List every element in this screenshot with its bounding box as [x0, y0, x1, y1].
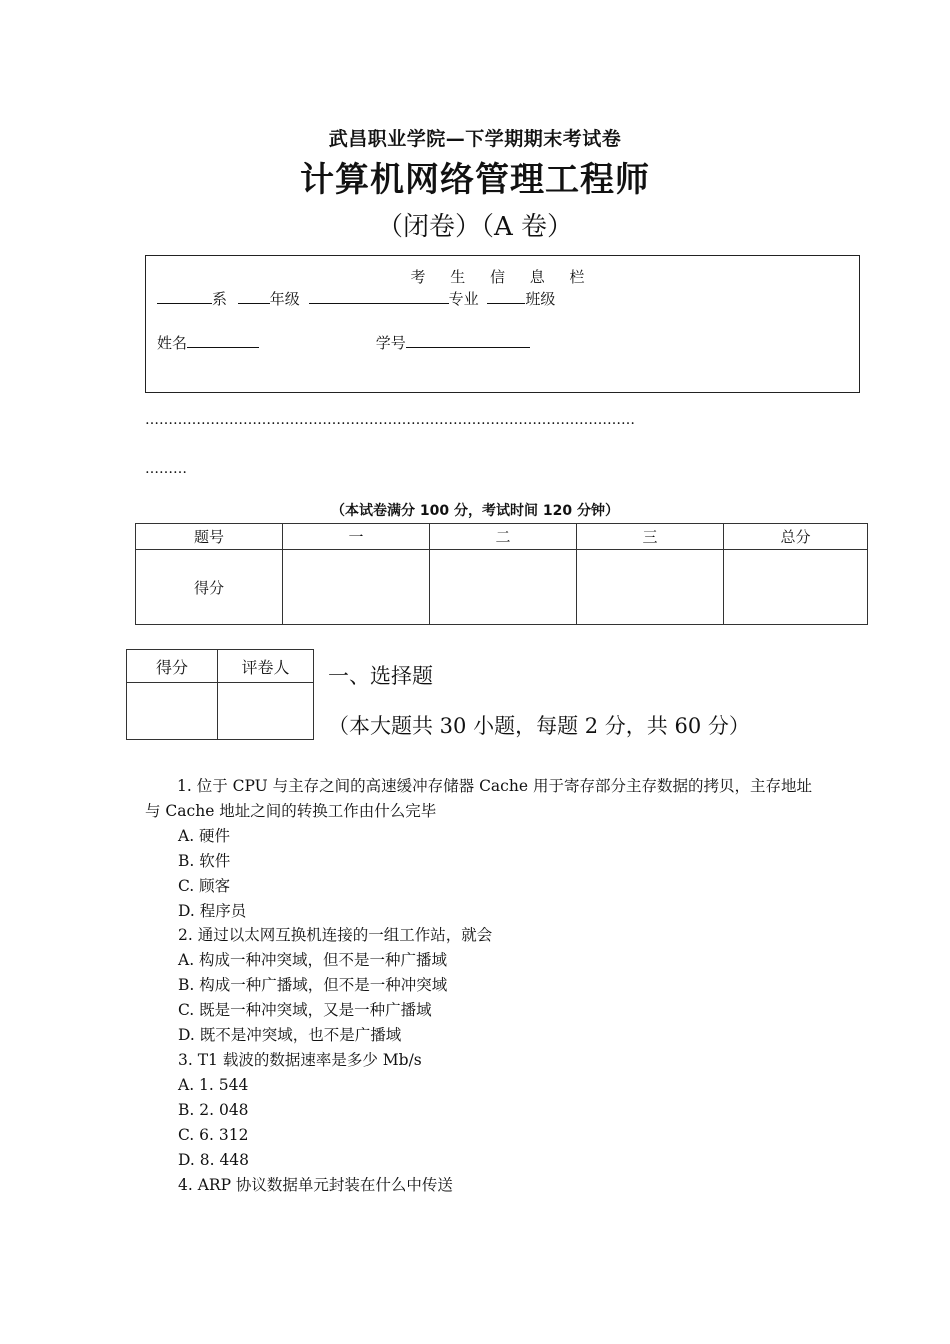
question-option: D. 程序员: [178, 901, 247, 920]
student-id-label: 学号: [375, 334, 406, 352]
score-cell[interactable]: [577, 550, 724, 625]
question-option: C. 6. 312: [178, 1125, 249, 1144]
info-heading: 考 生 信 息 栏: [410, 268, 595, 286]
score-table-header: [136, 524, 868, 550]
score-header-cell: 一: [283, 524, 430, 550]
student-info-box: [145, 255, 860, 393]
question-list: [145, 774, 815, 1197]
section-note: （本大题共 30 小题，每题 2 分，共 60 分）: [328, 714, 750, 738]
score-cell[interactable]: [430, 550, 577, 625]
grader-table-row: [127, 683, 314, 740]
class-label: 班级: [525, 290, 556, 308]
question-option: A. 1. 544: [178, 1075, 249, 1094]
info-row-name: [157, 332, 530, 353]
name-blank[interactable]: [187, 332, 259, 348]
name-label: 姓名: [157, 334, 188, 352]
question-option: C. 顾客: [178, 876, 231, 895]
question-option: A. 硬件: [178, 826, 231, 845]
question-option: B. 构成一种广播域，但不是一种冲突域: [178, 976, 448, 995]
score-header-cell: 总分: [724, 524, 868, 550]
score-header-cell: 三: [577, 524, 724, 550]
question-1: 1. 位于 CPU 与主存之间的高速缓冲存储器 Cache 用于寄存部分主存数据的拷贝，主存地址与 Cache 地址之间的转换工作由什么完毕: [145, 777, 812, 820]
grader-table: [126, 649, 314, 740]
question-option: D. 8. 448: [178, 1150, 250, 1169]
question-option: C. 既是一种冲突域，又是一种广播域: [178, 1001, 432, 1020]
score-note: （本试卷满分 100 分，考试时间 120 分钟）: [331, 503, 619, 519]
info-row-department: [157, 288, 555, 309]
score-table-row: [136, 550, 868, 625]
grader-cell[interactable]: [218, 683, 314, 740]
grader-cell[interactable]: [127, 683, 218, 740]
question-2: 2. 通过以太网互换机连接的一组工作站，就会: [178, 926, 493, 945]
cut-line-dots: ……………………………………………………………………………………………: [145, 412, 635, 428]
question-option: B. 软件: [178, 851, 231, 870]
question-option: A. 构成一种冲突域，但不是一种广播域: [178, 951, 448, 970]
question-option: B. 2. 048: [178, 1100, 249, 1119]
grade-label: 年级: [269, 290, 300, 308]
score-cell[interactable]: [283, 550, 430, 625]
major-label: 专业: [448, 290, 479, 308]
question-option: D. 既不是冲突域，也不是广播域: [178, 1026, 402, 1045]
exam-title: 计算机网络管理工程师: [300, 160, 650, 200]
student-id-blank[interactable]: [406, 332, 530, 348]
cut-line-dots-continued: ………: [145, 461, 187, 477]
grader-header-cell: 评卷人: [218, 650, 314, 683]
question-3: 3. T1 载波的数据速率是多少 Mb/s: [178, 1050, 422, 1069]
question-4: 4. ARP 协议数据单元封装在什么中传送: [178, 1175, 453, 1194]
school-name: 武昌职业学院—下学期期末考试卷: [328, 128, 622, 150]
department-blank[interactable]: [157, 288, 212, 304]
score-table: [135, 523, 868, 625]
department-label: 系: [212, 290, 228, 308]
score-header-cell: 题号: [136, 524, 283, 550]
section-title: 一、选择题: [328, 664, 433, 688]
class-blank[interactable]: [487, 288, 525, 304]
grader-table-header: [127, 650, 314, 683]
exam-subtitle: （闭卷）（A 卷）: [376, 212, 574, 242]
score-header-cell: 二: [430, 524, 577, 550]
score-cell[interactable]: [724, 550, 868, 625]
grader-header-cell: 得分: [127, 650, 218, 683]
major-blank[interactable]: [309, 288, 449, 304]
grade-blank[interactable]: [238, 288, 270, 304]
score-row-label: 得分: [136, 550, 283, 625]
